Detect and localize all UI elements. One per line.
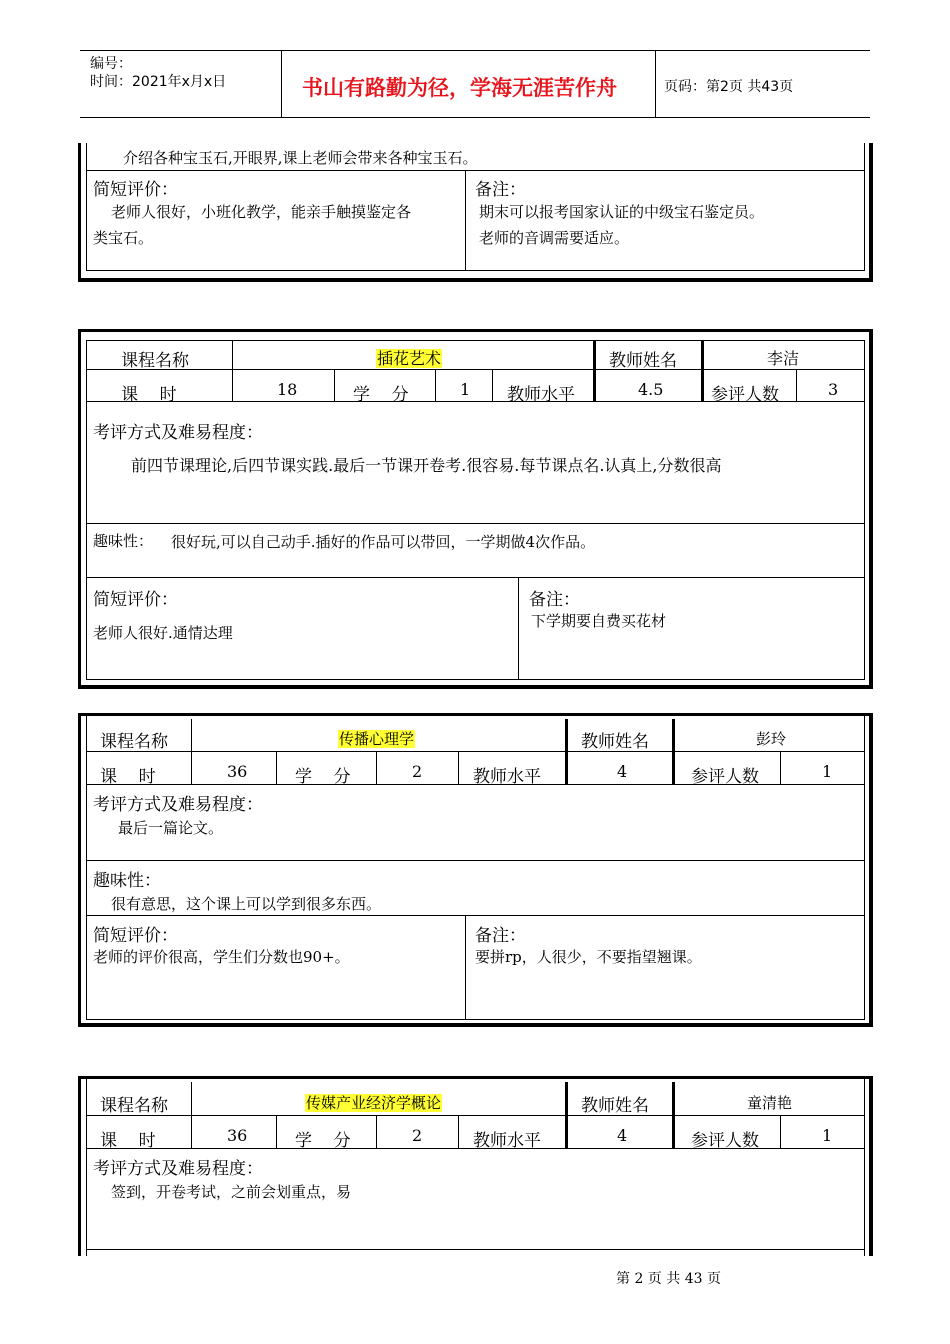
- credits-label: 学 分: [295, 1131, 351, 1151]
- course-name-value: [338, 728, 415, 749]
- notes-text: 要拼rp，人很少，不要指望翘课。: [475, 948, 702, 966]
- teacher-name-label: 教师姓名: [609, 351, 677, 371]
- review-text: 老师人很好.通情达理: [93, 624, 233, 642]
- row-divider: [86, 751, 865, 752]
- column-divider: [232, 340, 233, 402]
- hours-label: 课 时: [100, 1131, 156, 1151]
- course-name-value: [376, 346, 442, 369]
- interest-label: 趣味性：: [93, 871, 161, 891]
- course-name-highlight: 插花艺术: [377, 349, 442, 368]
- row-divider: [86, 340, 865, 341]
- column-divider: [465, 170, 466, 271]
- hours-label: 课 时: [100, 767, 156, 787]
- teacher-name-label: 教师姓名: [581, 732, 649, 752]
- notes-label: 备注：: [475, 926, 526, 946]
- column-divider: [376, 751, 377, 785]
- teacher-level-value: 4.5: [638, 380, 664, 399]
- column-divider: [780, 751, 781, 785]
- teacher-name-label: 教师姓名: [581, 1096, 649, 1116]
- column-divider: [276, 751, 277, 785]
- exam-label: 考评方式及难易程度：: [93, 795, 263, 815]
- teacher-name-value: 李洁: [767, 349, 800, 368]
- notes-text: 期末可以报考国家认证的中级宝石鉴定员。: [479, 203, 765, 221]
- course-card: [78, 713, 873, 1027]
- column-divider: [672, 1082, 675, 1149]
- interest-text: 很有意思，这个课上可以学到很多东西。: [111, 895, 382, 913]
- row-divider: [86, 369, 865, 370]
- document-number-label: 编号：: [90, 56, 132, 72]
- inner-border: [864, 1079, 865, 1256]
- header-divider: [655, 50, 656, 118]
- course-name-label: 课程名称: [100, 1096, 168, 1116]
- column-divider: [593, 340, 596, 402]
- course-card: [78, 1076, 873, 1256]
- exam-label: 考评方式及难易程度：: [93, 423, 263, 443]
- reviewers-label: 参评人数: [691, 1131, 759, 1151]
- hours-value: 18: [277, 380, 298, 399]
- teacher-level-label: 教师水平: [507, 385, 575, 405]
- teacher-level-label: 教师水平: [473, 1131, 541, 1151]
- teacher-name-value: 彭玲: [756, 730, 787, 748]
- inner-border: [86, 143, 87, 271]
- row-divider: [86, 523, 865, 524]
- inner-border: [86, 340, 87, 680]
- hours-label: 课 时: [121, 385, 177, 405]
- teacher-level-label: 教师水平: [473, 767, 541, 787]
- header-motto: 书山有路勤为径，学海无涯苦作舟: [302, 75, 617, 100]
- course-card-continued: [78, 143, 873, 282]
- reviewers-value: 1: [822, 762, 833, 781]
- course-name-highlight: 传播心理学: [339, 730, 415, 748]
- row-divider: [86, 860, 865, 861]
- reviewers-label: 参评人数: [691, 767, 759, 787]
- inner-border: [86, 1079, 87, 1256]
- review-label: 简短评价：: [93, 590, 178, 610]
- exam-text: 签到，开卷考试，之前会划重点，易: [111, 1183, 352, 1201]
- row-divider: [86, 1115, 865, 1116]
- header-top-rule: [80, 50, 870, 51]
- credits-label: 学 分: [353, 385, 409, 405]
- notes-label: 备注：: [529, 590, 580, 610]
- course-name-value: [305, 1092, 442, 1113]
- column-divider: [565, 1082, 568, 1149]
- column-divider: [518, 577, 519, 680]
- row-divider: [86, 915, 865, 916]
- column-divider: [191, 1082, 192, 1149]
- column-divider: [796, 369, 797, 402]
- row-divider: [86, 679, 865, 680]
- exam-text: 最后一篇论文。: [118, 819, 224, 837]
- column-divider: [458, 751, 459, 785]
- column-divider: [435, 369, 436, 402]
- inner-border: [864, 716, 865, 1020]
- column-divider: [565, 719, 568, 785]
- review-text: 老师的评价很高，学生们分数也90+。: [93, 948, 350, 966]
- reviewers-value: 1: [822, 1126, 833, 1145]
- row-divider: [86, 1019, 865, 1020]
- teacher-name-value: 童清艳: [747, 1094, 793, 1112]
- review-label: 简短评价：: [93, 180, 178, 200]
- review-text: 老师人很好，小班化教学，能亲手触摸鉴定各: [111, 203, 412, 221]
- review-label: 简短评价：: [93, 926, 178, 946]
- course-name-highlight: 传媒产业经济学概论: [306, 1094, 442, 1112]
- column-divider: [376, 1115, 377, 1149]
- row-divider: [86, 170, 865, 171]
- reviewers-label: 参评人数: [711, 385, 779, 405]
- credits-value: 1: [460, 380, 471, 399]
- hours-value: 36: [227, 762, 248, 781]
- interest-text: 很好玩,可以自己动手.插好的作品可以带回，一学期做4次作品。: [171, 533, 596, 551]
- credits-value: 2: [412, 762, 423, 781]
- notes-text: 下学期要自费买花材: [531, 612, 667, 630]
- column-divider: [701, 340, 704, 402]
- credits-label: 学 分: [295, 767, 351, 787]
- course-name-label: 课程名称: [121, 351, 189, 371]
- exam-text: 前四节课理论,后四节课实践.最后一节课开卷考.很容易.每节课点名.认真上,分数很高: [131, 456, 722, 475]
- row-divider: [86, 270, 865, 271]
- notes-label: 备注：: [475, 180, 526, 200]
- column-divider: [465, 915, 466, 1020]
- row-divider: [86, 1249, 865, 1250]
- header-divider: [281, 50, 282, 118]
- notes-text: 老师的音调需要适应。: [479, 229, 630, 247]
- column-divider: [780, 1115, 781, 1149]
- column-divider: [334, 369, 335, 402]
- course-card: [78, 329, 873, 689]
- document-date: 时间：2021年x月x日: [90, 74, 227, 90]
- teacher-level-value: 4: [617, 1126, 628, 1145]
- row-divider: [86, 577, 865, 578]
- column-divider: [458, 1115, 459, 1149]
- reviewers-value: 3: [828, 380, 839, 399]
- column-divider: [492, 369, 493, 402]
- column-divider: [672, 719, 675, 785]
- hours-value: 36: [227, 1126, 248, 1145]
- header-page-info: 页码：第2页 共43页: [664, 79, 794, 95]
- review-text: 类宝石。: [93, 229, 154, 247]
- credits-value: 2: [412, 1126, 423, 1145]
- inner-border: [864, 143, 865, 271]
- page-footer: 第 2 页 共 43 页: [616, 1271, 721, 1287]
- course-name-label: 课程名称: [100, 732, 168, 752]
- inner-border: [864, 340, 865, 680]
- exam-label: 考评方式及难易程度：: [93, 1159, 263, 1179]
- inner-border: [86, 716, 87, 1020]
- intro-text: 介绍各种宝玉石,开眼界,课上老师会带来各种宝玉石。: [123, 149, 478, 167]
- header-bottom-rule: [80, 117, 870, 118]
- interest-label: 趣味性：: [93, 532, 154, 550]
- column-divider: [191, 719, 192, 785]
- teacher-level-value: 4: [617, 762, 628, 781]
- column-divider: [276, 1115, 277, 1149]
